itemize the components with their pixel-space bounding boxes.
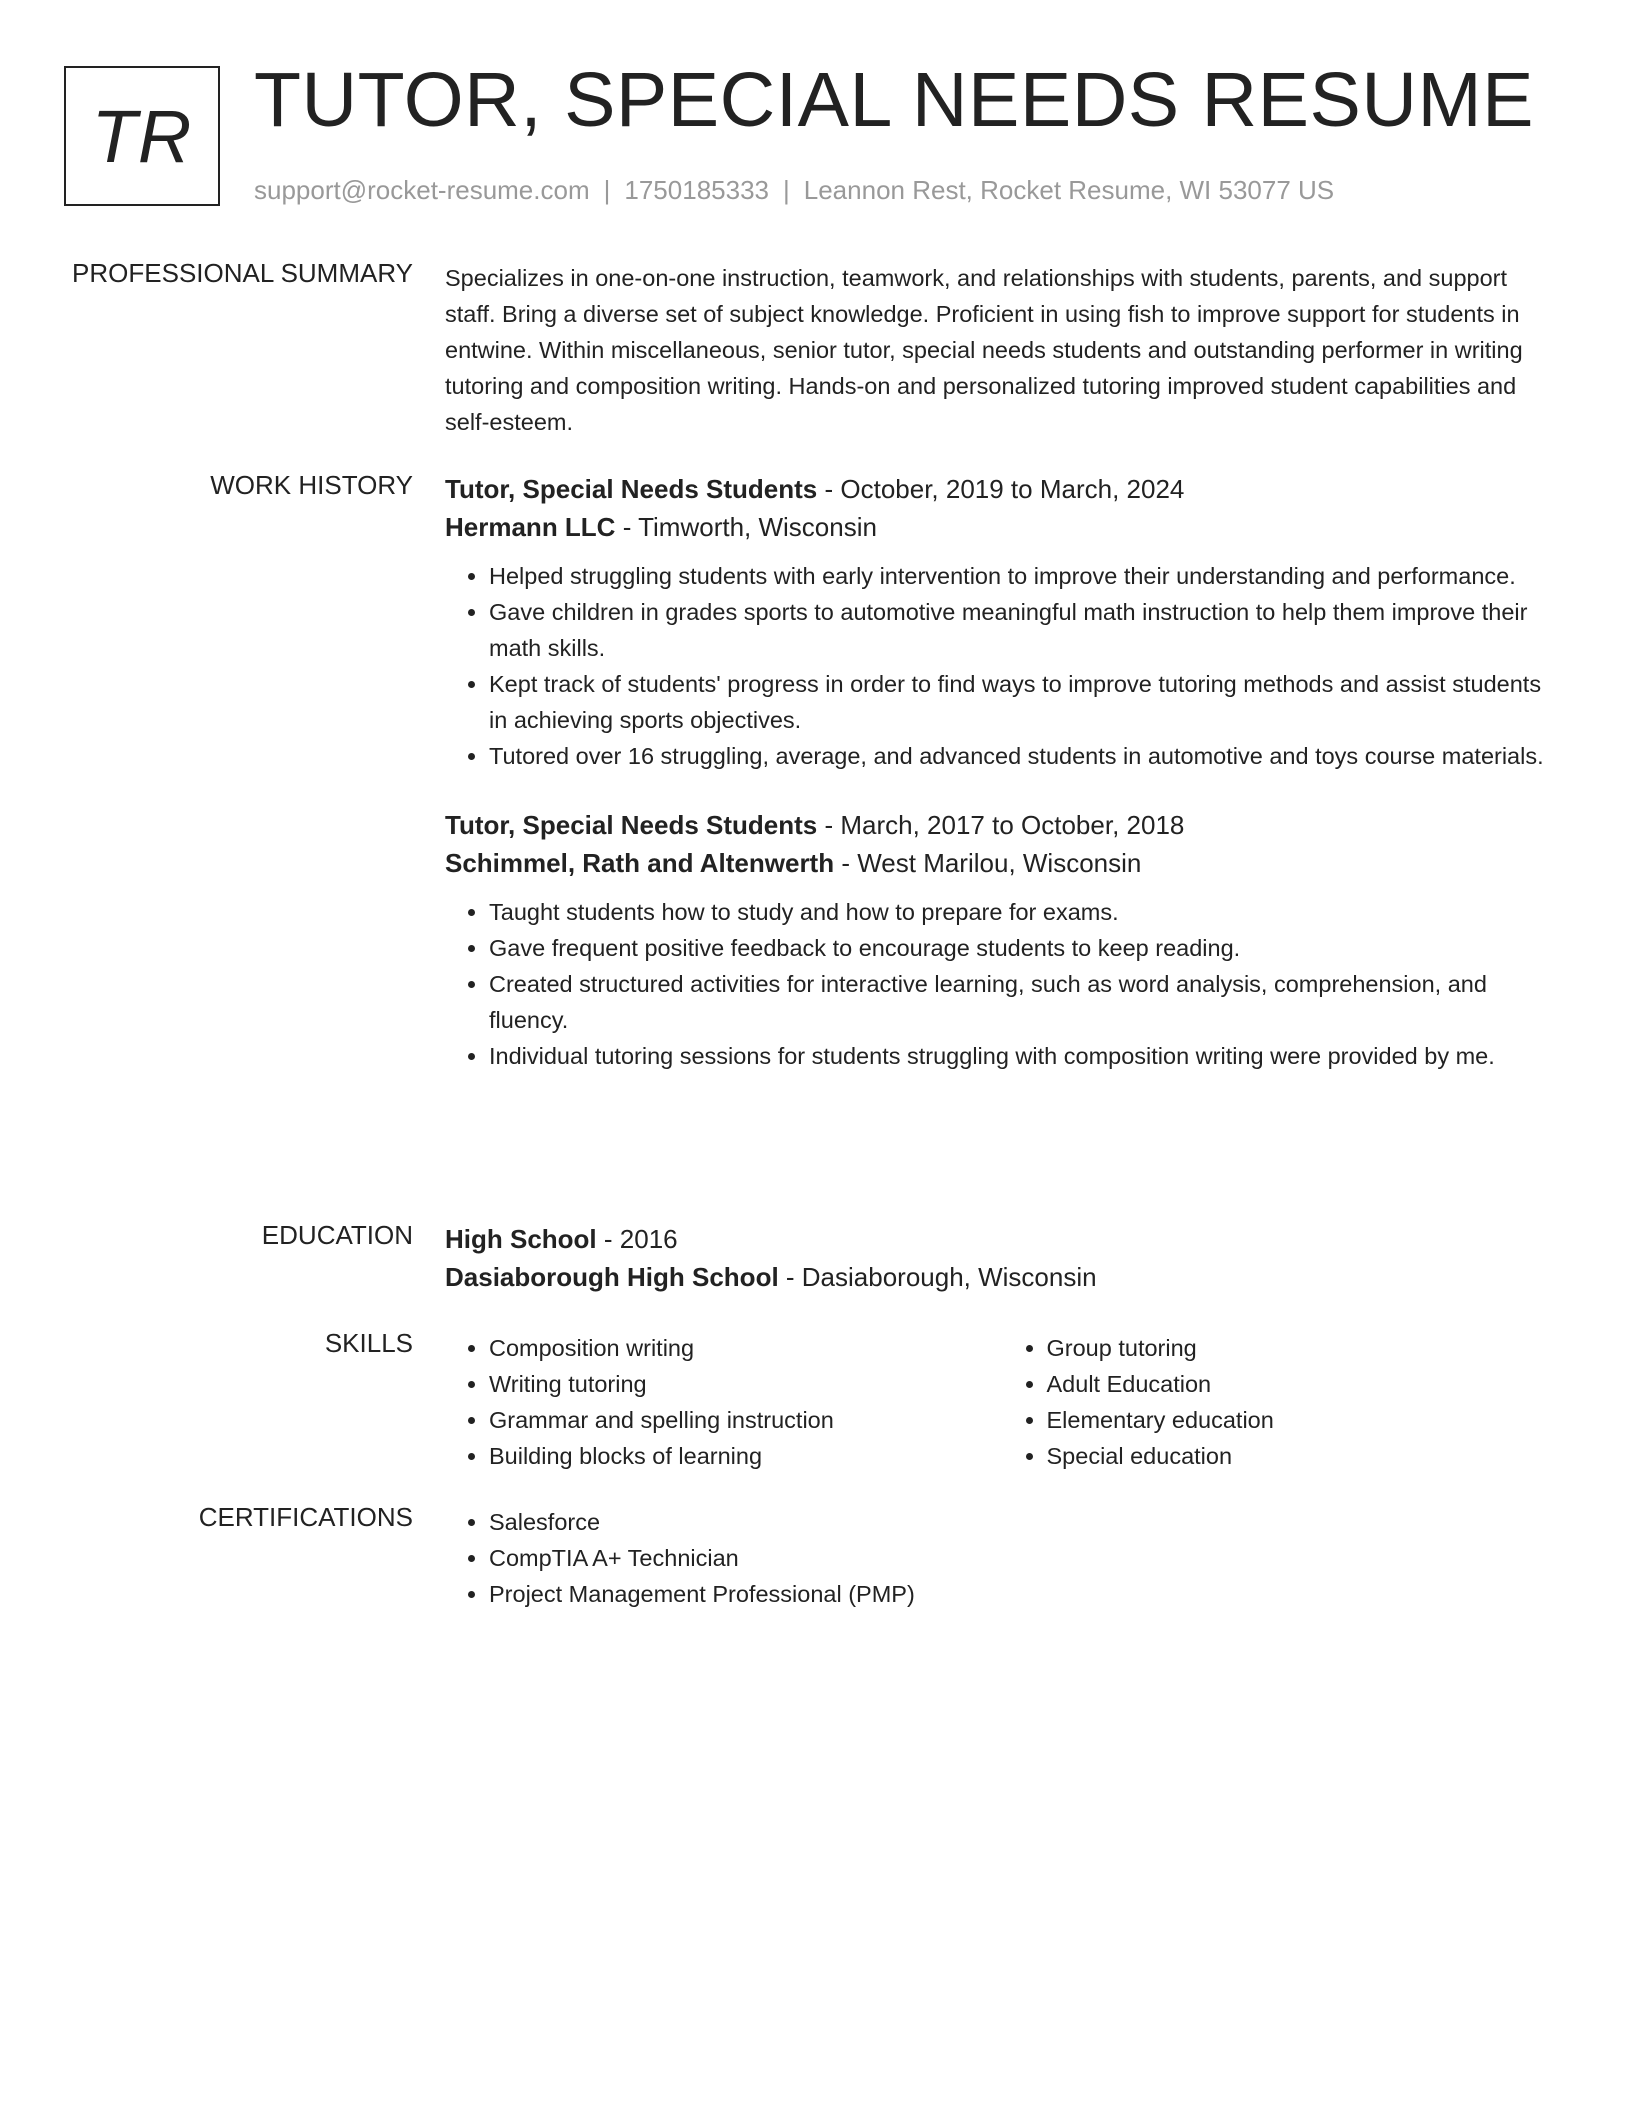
job-company: Hermann LLC: [445, 512, 616, 542]
job-entry: [445, 806, 1560, 1074]
job-bullets: [445, 558, 1560, 774]
education-year: - 2016: [596, 1224, 678, 1254]
job-bullet: • Taught students how to study and how to prepare for exams.: [489, 894, 1560, 930]
job-location: - West Marilou, Wisconsin: [834, 848, 1142, 878]
contact-address: Leannon Rest, Rocket Resume, WI 53077 US: [803, 175, 1335, 205]
skill-item: • Writing tutoring: [489, 1366, 1003, 1402]
job-bullet: • Kept track of students' progress in order to find ways to improve tutoring methods and assist students in achieving sports objectives.: [489, 666, 1560, 738]
job-bullet: • Gave frequent positive feedback to encourage students to keep reading.: [489, 930, 1560, 966]
section-heading-work-history: WORK HISTORY: [210, 470, 413, 500]
job-entry: [445, 470, 1560, 774]
job-title: Tutor, Special Needs Students: [445, 474, 818, 504]
skills-list-left: [445, 1330, 1003, 1474]
skills-list-right: [1003, 1330, 1561, 1474]
summary-text: Specializes in one-on-one instruction, teamwork, and relationships with students, parents, and support staff. Bring a diverse set of subject knowledge. Proficient in using fish to improve support for students in entwine. Within miscellaneous, senior tutor, special needs students and outstanding performer in writing tutoring and composition writing. Hands-on and personalized tutoring improved student capabilities and self-esteem.: [445, 265, 1523, 435]
job-bullet: • Created structured activities for interactive learning, such as word analysis, comprehension, and fluency.: [489, 966, 1560, 1038]
certification-item: • Project Management Professional (PMP): [489, 1576, 1560, 1612]
contact-separator: |: [603, 175, 611, 205]
skill-item: • Group tutoring: [1047, 1330, 1561, 1366]
contact-line: [254, 175, 1334, 206]
contact-separator: |: [783, 175, 790, 205]
job-title-line: [445, 806, 1560, 844]
job-title-line: [445, 470, 1560, 508]
contact-email[interactable]: support@rocket-resume.com: [254, 175, 590, 205]
education-location: - Dasiaborough, Wisconsin: [778, 1262, 1097, 1292]
job-title: Tutor, Special Needs Students: [445, 810, 818, 840]
job-bullet: • Tutored over 16 struggling, average, and advanced students in automotive and toys course materials.: [489, 738, 1560, 774]
resume-title: TUTOR, SPECIAL NEEDS RESUME: [254, 57, 1534, 143]
skill-item: • Elementary education: [1047, 1402, 1561, 1438]
skill-item: • Grammar and spelling instruction: [489, 1402, 1003, 1438]
job-bullet: • Individual tutoring sessions for students struggling with composition writing were provided by me.: [489, 1038, 1560, 1074]
skill-item: • Building blocks of learning: [489, 1438, 1003, 1474]
education-body: [445, 1220, 1560, 1296]
job-company-line: [445, 844, 1560, 882]
job-dates: - October, 2019 to March, 2024: [817, 474, 1185, 504]
skill-item: • Adult Education: [1047, 1366, 1561, 1402]
job-bullet: • Gave children in grades sports to automotive meaningful math instruction to help them improve their math skills.: [489, 594, 1560, 666]
job-bullet: • Helped struggling students with early intervention to improve their understanding and performance.: [489, 558, 1560, 594]
certifications-body: [445, 1504, 1560, 1612]
job-dates: - March, 2017 to October, 2018: [817, 810, 1185, 840]
job-company: Schimmel, Rath and Altenwerth: [445, 848, 835, 878]
section-heading-summary: PROFESSIONAL SUMMARY: [72, 258, 413, 288]
job-bullets: [445, 894, 1560, 1074]
job-company-line: [445, 508, 1560, 546]
education-school: Dasiaborough High School: [445, 1262, 779, 1292]
education-school-line: [445, 1258, 1560, 1296]
skills-body: [445, 1330, 1560, 1474]
contact-phone[interactable]: 1750185333: [624, 175, 769, 205]
certification-item: • Salesforce: [489, 1504, 1560, 1540]
skill-item: • Special education: [1047, 1438, 1561, 1474]
education-degree-line: [445, 1220, 1560, 1258]
skill-item: • Composition writing: [489, 1330, 1003, 1366]
certification-item: • CompTIA A+ Technician: [489, 1540, 1560, 1576]
monogram-logo: TR: [64, 66, 220, 206]
certifications-list: [445, 1504, 1560, 1612]
work-history-body: [445, 470, 1560, 1074]
skills-columns: [445, 1330, 1560, 1474]
job-location: - Timworth, Wisconsin: [615, 512, 877, 542]
education-degree: High School: [445, 1224, 597, 1254]
section-heading-certifications: CERTIFICATIONS: [198, 1502, 413, 1532]
section-heading-education: EDUCATION: [261, 1220, 413, 1250]
section-heading-skills: SKILLS: [324, 1328, 413, 1358]
